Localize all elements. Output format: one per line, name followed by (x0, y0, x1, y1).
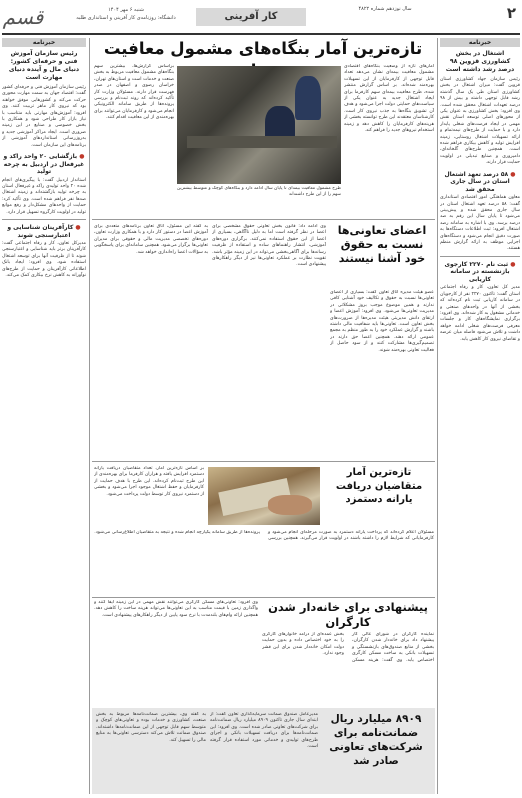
hand-shape (268, 495, 312, 515)
right-column-body-3: مدیر کل تعاون، کار و رفاه اجتماعی استان گفت: تاکنون ۲۲۷۰ نفر از کارجویان در سامانه کاریابی ثبت نام کرده‌اند که بخشی از آنها در واحدهای صنعتی و خدماتی مشغول به کار شده‌اند. وی افزود: برگزاری نمایشگاه‌های کار و جلسات معرفی فرصت‌های شغلی ادامه خواهد داشت و تلاش می‌شود فاصله میان عرضه و تقاضای نیروی کار کاهش یابد. (440, 285, 520, 342)
main-headline: تازه‌ترین آمار بنگاه‌های مشمول معافیت (103, 39, 423, 58)
section-rule (92, 597, 435, 598)
coop-headline: اعضای تعاونی‌ها نسبت به حقوق خود آشنا نیستند (337, 224, 427, 265)
coop-body-b: وی ادامه داد: قانون بخش تعاونی حقوق مشخصی برای اعضا در نظر گرفته است اما به دلیل ناآگاهی، بسیاری از اعضا از این حقوق استفاده نمی‌کنند. برگزاری دوره‌های آموزشی، انتشار راهنماهای ساده و استفاده از ظرفیت رسانه‌ها برای آگاهی‌بخشی می‌تواند در این زمینه مؤثر باشد. تقویت نظارت بر عملکرد تعاونی‌ها نیز از دیگر راهکارهای پیشنهادی است. (212, 224, 326, 268)
subsidy-headline-box (324, 466, 434, 524)
factory-workers-photo (177, 66, 341, 184)
left-column-subtitle-1: ● بازگشایی ۲۰ واحد راکد و غیرفعال در اردبیل به چرخه تولید (3, 153, 85, 176)
left-column-subtitle-2: ● کارآفرینان شناسایی و اعتبارسنجی شوند (7, 224, 81, 239)
housing-body-a: نماینده کارگران در شورای عالی کار پیشنهاد داد برای خانه‌دار شدن کارگران، بخشی از منابع صندوق‌های بازنشستگی و تسهیلات بانکی به ساخت مسکن کارگری اختصاص یابد. وی گفت: هزینه مسکن بخش عمده‌ای از درآمد خانوارهای کارگری را به خود اختصاص داده و بدون حمایت دولت امکان خانه‌دار شدن برای این قشر وجود ندارد. (262, 632, 434, 663)
bullet-icon: ● (73, 224, 81, 231)
main-story-body-right: آمارهای تازه از وضعیت بنگاه‌های اقتصادی مشمول معافیت بیمه‌ای نشان می‌دهد تعداد قابل توجهی از کارفرمایان از این تسهیلات بهره‌مند شده‌اند. بر اساس گزارش منتشر شده، طرح معافیت بیمه‌ای سهم کارفرما برای ایجاد اشتغال جدید به عنوان یکی از سیاست‌های حمایتی دولت اجرا می‌شود و هدف آن تشویق بنگاه‌ها به جذب نیروی کار است. کارشناسان معتقدند این طرح توانسته بخشی از هزینه‌های کارفرمایان را کاهش دهد و زمینه استخدام نیروهای جدید را فراهم کند. (344, 64, 434, 134)
coop-headline-box (330, 224, 434, 286)
guarantee-body-a: مدیرعامل صندوق ضمانت سرمایه‌گذاری تعاون گفت: از ابتدای سال جاری تاکنون ۸۹۰۹ میلیارد ریال ضمانت‌نامه برای شرکت‌های تعاونی صادر شده است. وی افزود: این ضمانت‌نامه‌ها برای دریافت تسهیلات بانکی و اجرای طرح‌های تولیدی و خدماتی مورد استفاده قرار گرفته است. (210, 712, 318, 750)
issue-date: شنبه ۶ مهر ۱۴۰۴ (108, 7, 144, 13)
coop-body-c: به گفته این مسئول، اتاق تعاون برنامه‌های متعددی برای آموزش اعضا در دستور کار دارد و با همکاری وزارت تعاون، دوره‌های تخصصی مدیریت مالی و حقوقی برای مدیران تعاونی‌ها برگزار می‌شود. همچنین سامانه‌ای برای پاسخگویی به سؤالات اعضا راه‌اندازی خواهد شد. (94, 224, 208, 255)
column-rule (437, 38, 438, 794)
photo-caption: طرح مشمول معافیت بیمه‌ای تا پایان سال ادامه دارد و بنگاه‌های کوچک و متوسط بیشترین سهم را از این طرح داشته‌اند (177, 186, 341, 197)
money-photo (208, 467, 320, 525)
left-column-body: رئیس سازمان آموزش فنی و حرفه‌ای کشور گفت: اقتصاد جهان به سمت مهارت محوری حرکت می‌کند و کشورهایی موفق خواهند بود که نیروی کار ماهر تربیت کنند. وی افزود: آموزش‌های مهارتی باید متناسب با نیاز بازار کار طراحی شود و همکاری با بخش خصوصی و صنایع در این زمینه ضروری است. ایجاد مراکز آموزشی جدید و به‌روزرسانی استانداردهای آموزشی از برنامه‌های این سازمان است. (2, 85, 86, 148)
bullet-icon: ● (508, 260, 516, 268)
section-name: کار آفرینی (196, 8, 306, 26)
right-news-column (440, 38, 520, 794)
subsidy-body-b: مسئولان اعلام کرده‌اند که پرداخت یارانه دستمزد به صورت مرحله‌ای انجام می‌شود و کارفرمایانی که شرایط لازم را داشته باشند در اولویت قرار می‌گیرند. همچنین بررسی پرونده‌ها از طریق سامانه یکپارچه انجام شده و نتیجه به متقاضیان اطلاع‌رسانی می‌شود. (94, 530, 434, 542)
right-column-body: رئیس سازمان جهاد کشاورزی استان قزوین گفت: میزان اشتغال در بخش کشاورزی استان طی یک سال گذشته رشد قابل توجهی داشته و بیش از ۹۸ درصد تعهدات اشتغال محقق شده است. وی افزود: بخش کشاورزی به عنوان یکی از محورهای اصلی توسعه استان نقش مهمی در ایجاد فرصت‌های شغلی پایدار دارد و با حمایت از طرح‌های نیمه‌تمام و ارائه تسهیلات اشتغال روستایی، زمینه افزایش تولید و کاهش بیکاری فراهم شده است. همچنین طرح‌های گلخانه‌ای، دامپروری و صنایع تبدیلی در اولویت حمایت قرار دارند. (440, 77, 520, 166)
left-column-header: خبرنامه (2, 38, 86, 47)
guarantee-body-b: به گفته وی، بیشترین ضمانت‌نامه‌ها مربوط به بخش صنعت، کشاورزی و خدمات بوده و تعاونی‌های کوچک و متوسط سهم قابل توجهی از این ضمانت‌نامه‌ها داشته‌اند. صندوق ضمانت تلاش می‌کند دسترسی تعاونی‌ها به منابع مالی را تسهیل کند. (96, 712, 206, 743)
left-news-column (2, 38, 86, 794)
left-column-title: رئیس سازمان آموزش فنی و حرفه‌ای کشور: دنیای مال و آینده دنیای مهارت است (8, 50, 80, 81)
page-number: ۲ (506, 4, 516, 22)
guarantee-headline-box (321, 712, 431, 790)
section-rule (92, 219, 435, 220)
right-column-header: خبرنامه (440, 38, 520, 47)
machine-shape (187, 136, 337, 148)
main-story-body-left: براساس گزارش‌ها، بیشترین سهم بنگاه‌های مشمول معافیت مربوط به بخش صنعت و خدمات است و استان‌های تهران، خراسان رضوی و اصفهان در صدر فهرست قرار دارند. مسئولان وزارت کار تأکید کرده‌اند که روند ثبت‌نام و بررسی پرونده‌ها از طریق سامانه الکترونیکی انجام می‌شود و کارفرمایان می‌توانند برای بهره‌مندی از این معافیت اقدام کنند. (94, 64, 174, 121)
section-rule (92, 461, 435, 462)
issue-number: سال نوزدهم شماره ۴۸۲۲ (358, 6, 412, 12)
guarantee-headline: ۸۹۰۹ میلیارد ریال ضمانت‌نامه برای شرکت‌های تعاونی صادر شد (329, 713, 423, 767)
housing-body-b: وی افزود: تعاونی‌های مسکن کارگری می‌توانند نقش مهمی در این زمینه ایفا کنند و واگذاری زمین با قیمت مناسب به این تعاونی‌ها می‌تواند هزینه ساخت را کاهش دهد. همچنین ارائه وام‌های بلندمدت با نرخ سود پایین از دیگر راهکارهای پیشنهادی است. (94, 600, 258, 618)
bullet-icon: ● (508, 170, 516, 178)
guarantee-box (92, 708, 435, 794)
divider (440, 256, 520, 257)
divider (2, 219, 86, 220)
left-column-body-2: استاندار اردبیل گفت: با پیگیری‌های انجام شده ۲۰ واحد تولیدی راکد و غیرفعال استان به چرخه تولید بازگشته‌اند و زمینه اشتغال صدها نفر فراهم شده است. وی تأکید کرد: حمایت از واحدهای مشکل‌دار و رفع موانع تولید در اولویت کارگروه تسهیل قرار دارد. (2, 177, 86, 215)
subsidy-body-a: بر اساس تازه‌ترین آمار، تعداد متقاضیان دریافت یارانه دستمزد افزایش یافته و هزاران کارفرما برای بهره‌مندی از این طرح ثبت‌نام کرده‌اند. این طرح با هدف حمایت از کارفرمایان و حفظ اشتغال موجود اجرا می‌شود و بخشی از دستمزد نیروی کار توسط دولت پرداخت می‌شود. (94, 466, 204, 497)
housing-headline-box (262, 600, 434, 630)
bullet-icon: ● (77, 153, 85, 161)
worker-figure (295, 76, 321, 120)
subsidy-headline: تازه‌ترین آمار متقاضیان دریافت یارانه دستمزد (335, 467, 423, 505)
issue-publisher: دانشگاه: روزنامه‌ی کار آفرینی و استانداری طلبه (76, 15, 176, 21)
newspaper-logo: قسم (2, 5, 44, 29)
right-column-subtitle-1: ● ۵۸ درصد تعهد اشتغال استان در سال جاری محقق شد (444, 170, 516, 193)
right-column-subtitle-2: ● ثبت نام ۲۲۷۰ کارجوی بازنشسته در سامانه کاریابی (444, 260, 516, 283)
masthead (0, 0, 522, 36)
left-column-body-3: مدیرکل تعاون، کار و رفاه اجتماعی گفت: کارآفرینان برتر باید شناسایی و اعتبارسنجی شوند تا از ظرفیت آنها برای توسعه اشتغال استفاده شود. وی افزود: ایجاد بانک اطلاعاتی کارآفرینان و حمایت از طرح‌های نوآورانه به کاهش نرخ بیکاری کمک می‌کند. (2, 241, 86, 279)
right-column-body-2: معاون هماهنگی امور اقتصادی استانداری گفت: ۵۸ درصد تعهد اشتغال استان در سال جاری محقق شده و پیش‌بینی می‌شود تا پایان سال این رقم به صد درصد برسد. وی با اشاره به سامانه رصد اشتغال افزود: ثبت اطلاعات دستگاه‌ها به صورت دقیق انجام می‌شود و دستگاه‌های اجرایی موظف به ارائه گزارش منظم هستند. (440, 195, 520, 252)
masthead-date (56, 6, 196, 22)
masthead-rule (2, 33, 520, 35)
column-rule (89, 38, 90, 794)
housing-headline: پیشنهادی برای خانه‌دار شدن کارگران (268, 600, 428, 629)
right-column-title: اشتغال در بخش کشاورزی قزوین ۹۸ درصد رشد داشته است (445, 50, 515, 73)
coop-body-a: عضو هیئت مدیره اتاق تعاون گفت: بسیاری از اعضای تعاونی‌ها نسبت به حقوق و تکالیف خود آشنایی کافی ندارند و همین موضوع موجب بروز مشکلاتی در مدیریت تعاونی‌ها می‌شود. وی افزود: آموزش اعضا و ارتقای دانش مدیریتی هیئت مدیره‌ها از ضرورت‌های بخش تعاون است. تعاونی‌ها باید شفافیت مالی داشته باشند و گزارش عملکرد خود را به طور منظم به مجمع عمومی ارائه دهند. همچنین اعضا حق دارند در تصمیم‌گیری‌ها مشارکت کنند و از سود حاصل از فعالیت تعاونی بهره‌مند شوند. (330, 290, 434, 353)
